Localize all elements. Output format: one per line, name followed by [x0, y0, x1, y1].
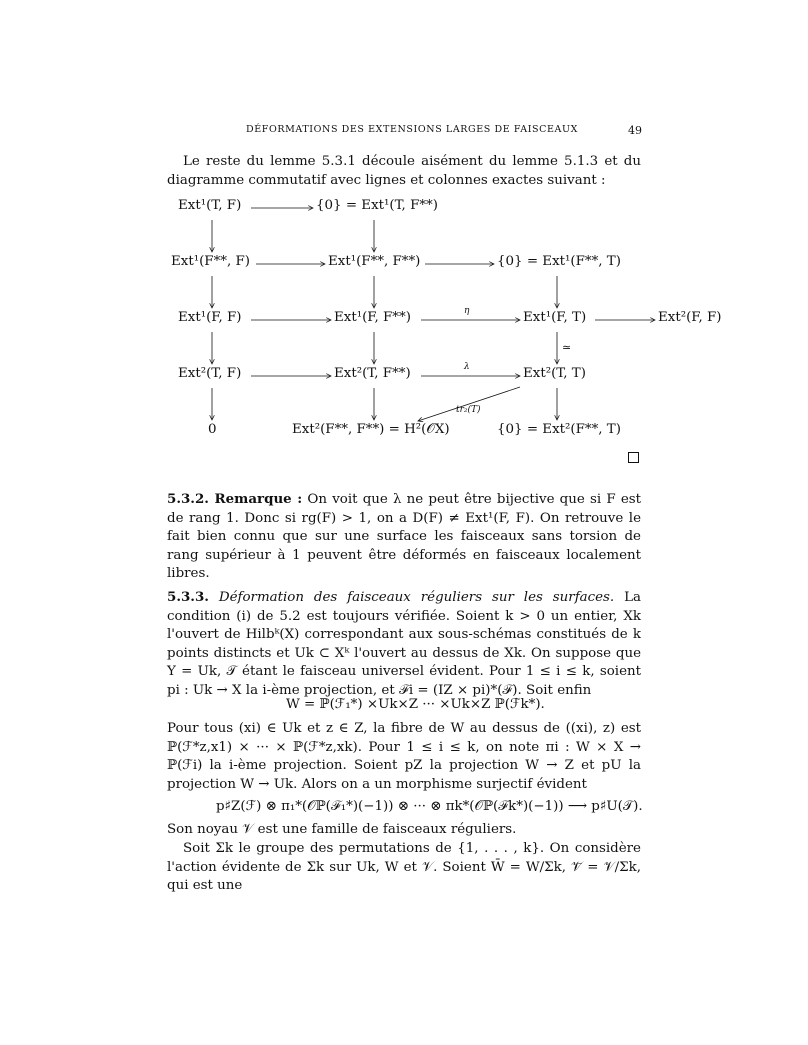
node-ext1-Fss-Fss: Ext¹(F**, F**) [328, 254, 421, 269]
label-iso: ≃ [562, 341, 572, 354]
arrow-tr [418, 387, 520, 421]
node-ext2-F-F: Ext²(F, F) [658, 310, 722, 325]
remark-heading: 5.3.2. Remarque : [167, 491, 303, 507]
formula-morphism: p♯Z(ℱ) ⊗ π₁*(𝒪ℙ(ℱ₁*)(−1)) ⊗ ··· ⊗ πk*(𝒪ℙ(ℱk*)(−1)) ⟶ p♯U(𝒯). [216, 799, 643, 814]
node-ext2-T-F: Ext²(T, F) [178, 366, 242, 381]
formula-W: W = ℙ(ℱ₁*) ×Uk×Z ··· ×Uk×Z ℙ(ℱk*). [286, 697, 545, 712]
remark-text: On voit que λ ne peut être bijective que si F est de rang 1. Donc si rg(F) > 1, on a D(F) ≠ Ext¹(F, F). On retrouve le fait bien connu que sur une surface les faisceaux sans torsion de rang supérieur à 1 peuvent être déformés en faisceaux localement libres. [167, 492, 641, 582]
label-eta: η [464, 306, 470, 316]
node-ext2-T-T: Ext²(T, T) [523, 366, 586, 381]
section-text-1: La condition (i) de 5.2 est toujours vérifiée. Soient k > 0 un entier, Xk l'ouvert de Hilbᵏ(X) correspondant aux sous-schémas constitués de k points distincts et Uk ⊂ Xᵏ l'ouvert au dessus de Xk. On suppose que Y = Uk, 𝒯 étant le faisceau universel évident. Pour 1 ≤ i ≤ k, soient pi : Uk → X la i-ème projection, et ℱi = (IZ × pi)*(ℱ). Soit enfin [167, 590, 641, 698]
node-ext1-T-Fss: {0} = Ext¹(T, F**) [316, 198, 438, 213]
remark-paragraph [167, 490, 641, 584]
section-number: 5.3.3. [167, 589, 209, 605]
node-ext1-Fss-F: Ext¹(F**, F) [171, 254, 251, 269]
page-number: 49 [628, 124, 642, 137]
node-ext1-F-T: Ext¹(F, T) [523, 310, 587, 325]
fibre-paragraph: Pour tous (xi) ∈ Uk et z ∈ Z, la fibre de W au dessus de ((xi), z) est ℙ(ℱ*z,x1) × ··· × ℙ(ℱ*z,xk). Pour 1 ≤ i ≤ k, on note πi : W × X → ℙ(ℱi) la i-ème projection. Soient pZ la projection W → Z et pU la projection W → Uk. Alors on a un morphisme surjectif évident [167, 721, 641, 792]
running-head: DÉFORMATIONS DES EXTENSIONS LARGES DE FAISCEAUX [246, 124, 578, 135]
qed-box [628, 452, 639, 463]
commutative-diagram [0, 195, 808, 475]
node-ext1-F-Fss: Ext¹(F, F**) [334, 310, 411, 325]
label-lambda: λ [464, 362, 470, 372]
node-zero: 0 [208, 422, 217, 437]
kernel-paragraph: Son noyau 𝒱 est une famille de faisceaux réguliers. [167, 822, 517, 837]
node-ext2-Fss-T: {0} = Ext²(F**, T) [497, 422, 621, 437]
node-ext2-Fss-Fss-H2: Ext²(F**, F**) = H²(𝒪X) [292, 422, 450, 437]
label-tr2: tr₂(T) [456, 405, 481, 415]
node-ext1-F-F: Ext¹(F, F) [178, 310, 242, 325]
node-ext1-T-F: Ext¹(T, F) [178, 198, 242, 213]
permutation-paragraph: Soit Σk le groupe des permutations de {1, . . . , k}. On considère l'action évidente de Σk sur Uk, W et 𝒱. Soient W̄ = W/Σk, 𝒱̄ = 𝒱/Σk, qui est une [167, 841, 641, 894]
page-header [0, 124, 808, 138]
section-title: Déformation des faisceaux réguliers sur les surfaces. [208, 590, 615, 605]
intro-paragraph: Le reste du lemme 5.3.1 découle aisément du lemme 5.1.3 et du diagramme commutatif avec lignes et colonnes exactes suivant : [167, 154, 641, 188]
node-ext2-T-Fss: Ext²(T, F**) [334, 366, 411, 381]
node-ext1-Fss-T: {0} = Ext¹(F**, T) [497, 254, 621, 269]
section-paragraph [167, 588, 641, 701]
